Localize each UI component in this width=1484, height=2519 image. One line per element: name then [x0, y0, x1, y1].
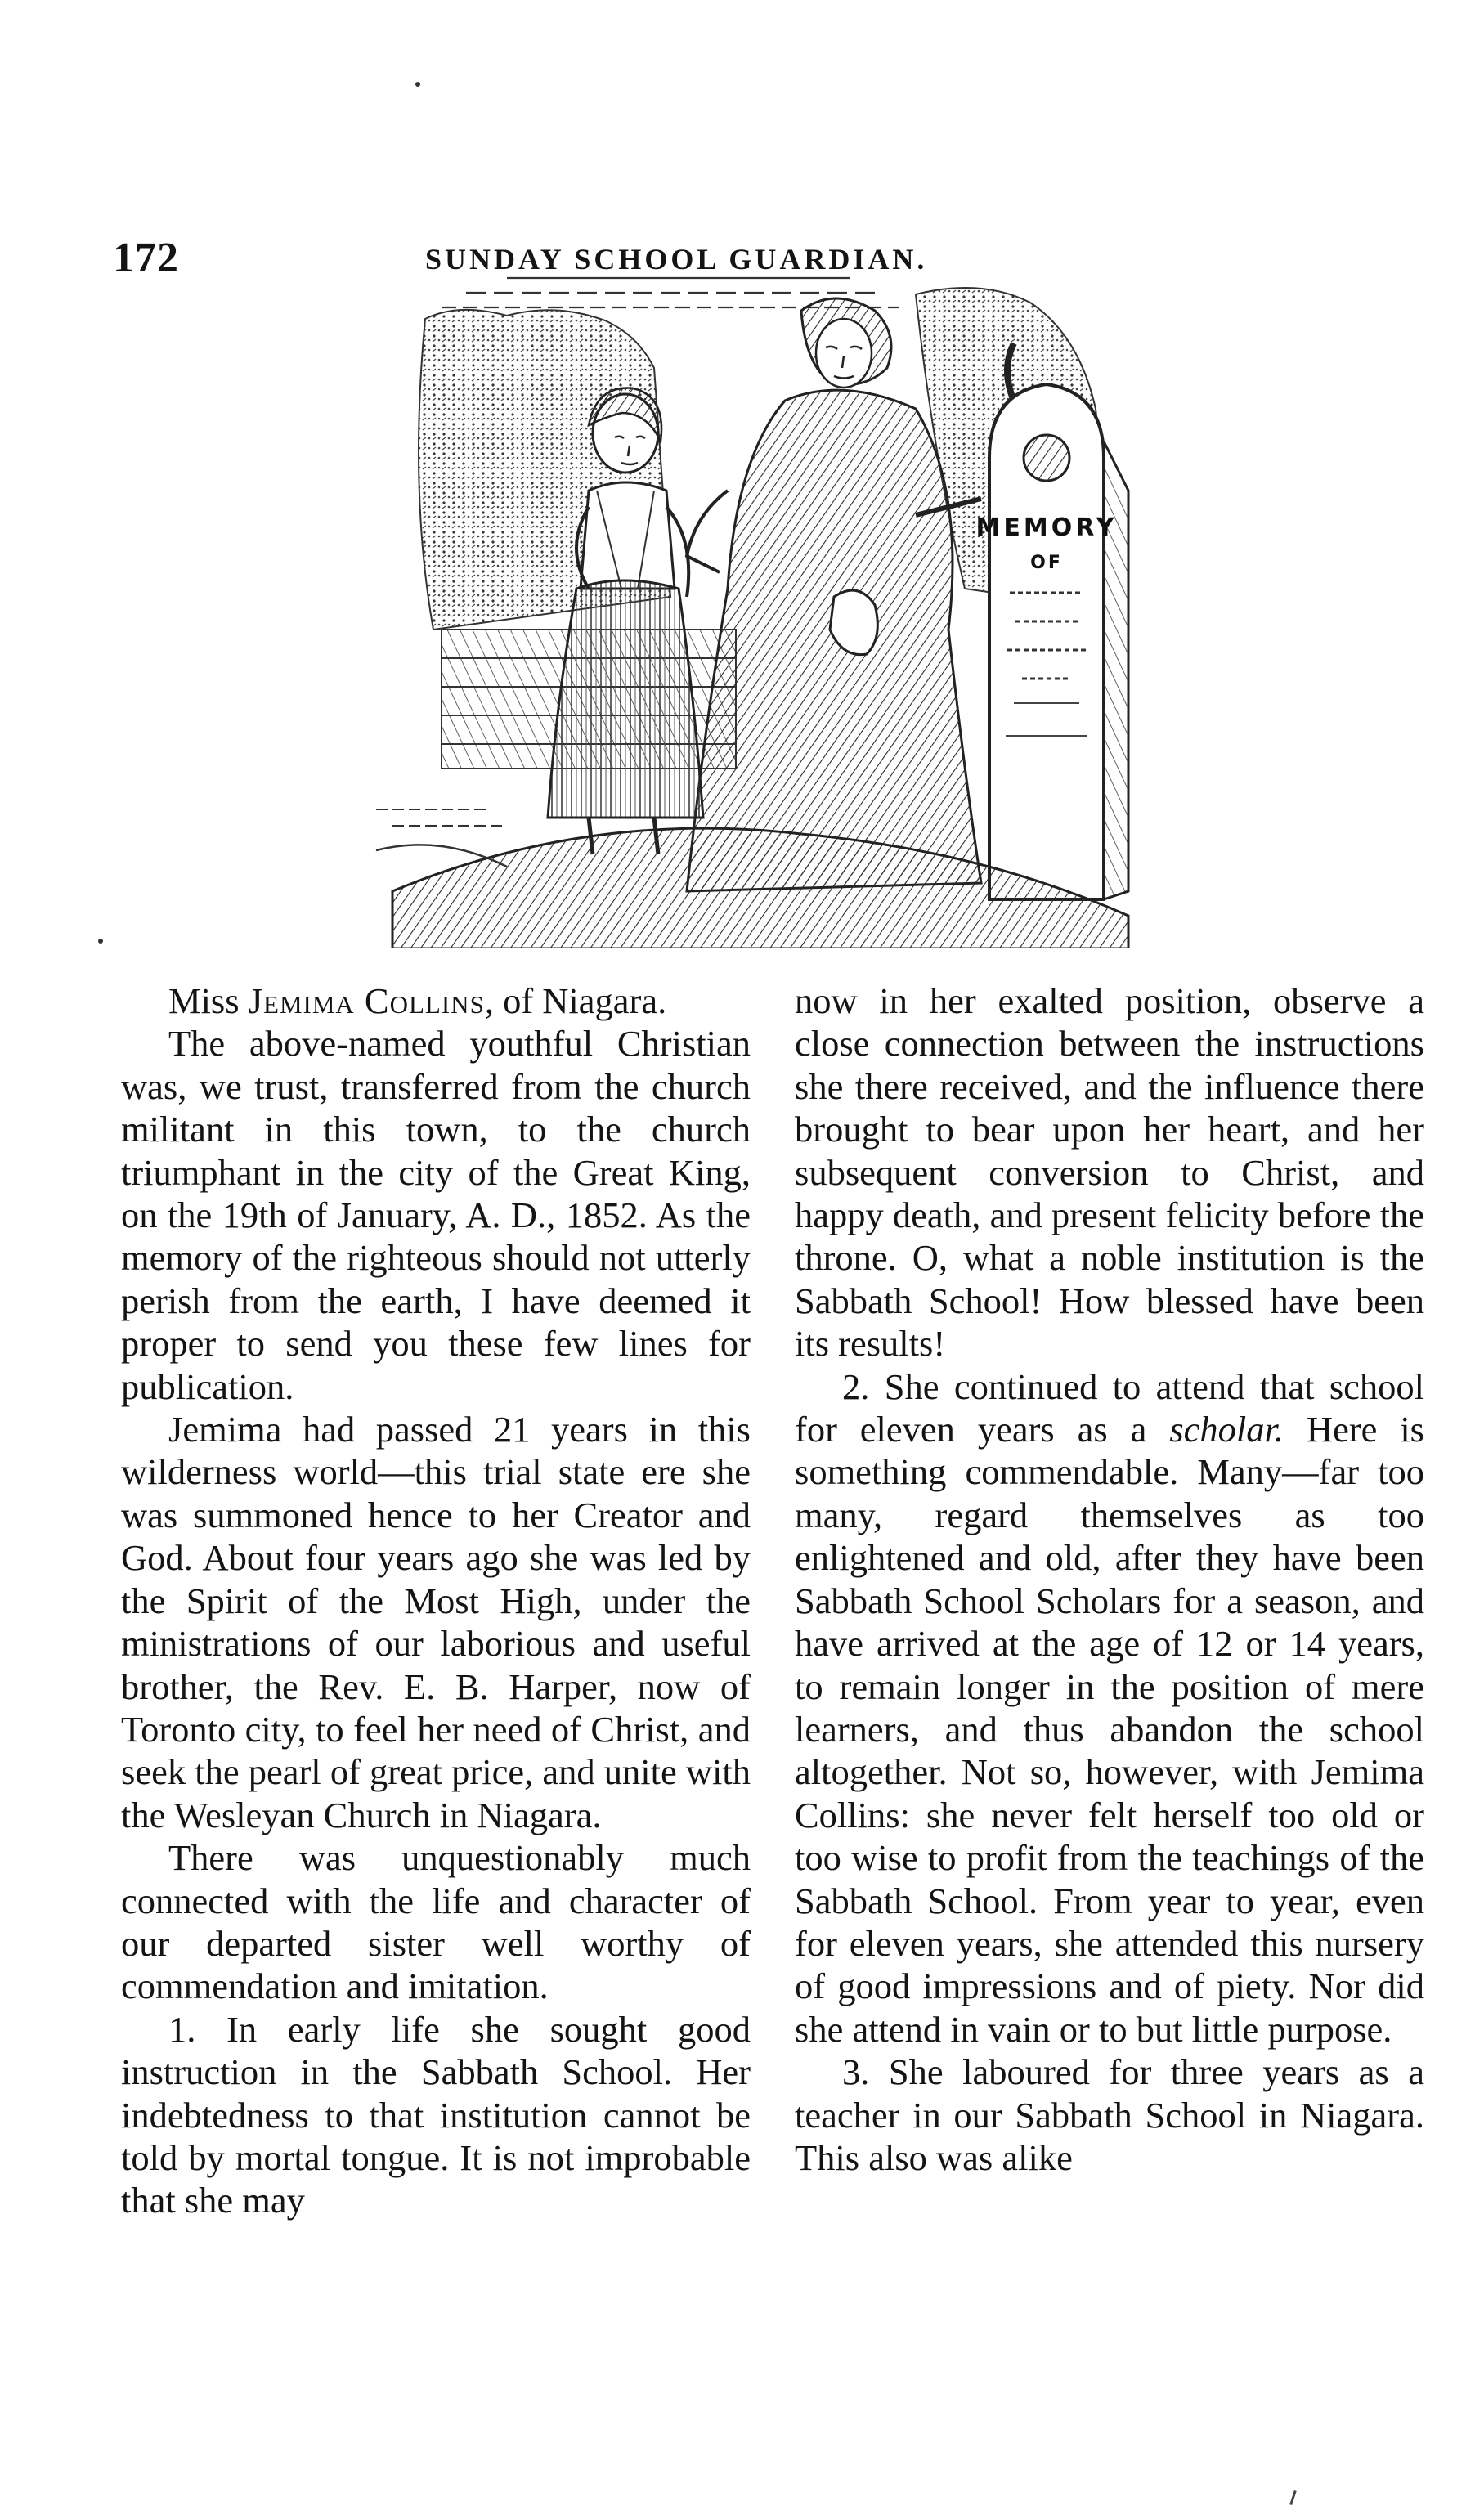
page-number: 172	[113, 235, 179, 281]
paragraph-conversion: Jemima had passed 21 years in this wilderness world—this trial state ere she was summoned hence to her Creator and God. About four years ago she was led by the Spirit of the Most High, under the ministrations of our laborious and useful brother, the Rev. E. B. Harper, now of Toronto city, to feel her need of Christ, and seek the pearl of great price, and unite with the Wesleyan Church in Niagara.	[121, 1409, 751, 1835]
paragraph-character: There was unquestionably much connected with the life and character of our departed sister well worthy of commendation and imitation.	[121, 1837, 751, 2007]
paragraph-point-two: 2. She continued to attend that school for eleven years as a scholar. Here is something commendable. Many—far too many, regard themselves as too enlightened and old, after they have been Sabbath School Scholars for a season, and have arrived at the age of 12 or 14 years, to remain longer in the position of mere learners, and thus abandon the school altogether. Not so, however, with Jemima Collins: she never felt herself too old or too wise to profit from the teachings of the Sabbath School. From year to year, even for eleven years, she attended this nursery of good impressions and of piety. Nor did she attend in vain or to but little purpose.	[795, 1365, 1424, 2050]
right-column	[795, 979, 1424, 2179]
paragraph-intro: The above-named youthful Christian was, we trust, transferred from the church militant in this town, to the church triumphant in the city of the Great King, on the 19th of January, A. D., 1852. As the memory of the righteous should not utterly perish from the earth, I have deemed it proper to send you these few lines for publication.	[121, 1023, 751, 1407]
paragraph-point-one-continued: now in her exalted position, observe a close connection between the instructions she there received, and the influence there brought to bear upon her heart, and her subsequent conversion to Christ, and happy death, and present felicity before the throne. O, what a noble institution is the Sabbath School! How blessed have been its results!	[795, 980, 1424, 1365]
stray-ink-dot-left	[98, 939, 103, 944]
engraving-illustration	[343, 245, 1161, 948]
headstone-line-of: OF	[1030, 553, 1063, 573]
left-column	[121, 979, 751, 2222]
article-title: Miss Jemima Collins, of Niagara.	[168, 980, 667, 1021]
page-header	[0, 114, 1484, 281]
paragraph-point-one: 1. In early life she sought good instruction in the Sabbath School. Her indebtedness to that institution cannot be told by mortal tongue. It is not improbable that she may	[121, 2008, 751, 2221]
paragraph-point-three: 3. She laboured for three years as a teacher in our Sabbath School in Niagara. This also was alike	[795, 2051, 1424, 2178]
headstone	[976, 384, 1128, 899]
stray-ink-mark-bottom	[1289, 2490, 1296, 2505]
subject-name: Jemima Collins	[248, 980, 485, 1021]
running-head: SUNDAY SCHOOL GUARDIAN.	[425, 243, 928, 276]
stray-ink-dot-top	[415, 82, 420, 87]
headstone-line-memory: MEMORY	[975, 513, 1118, 542]
